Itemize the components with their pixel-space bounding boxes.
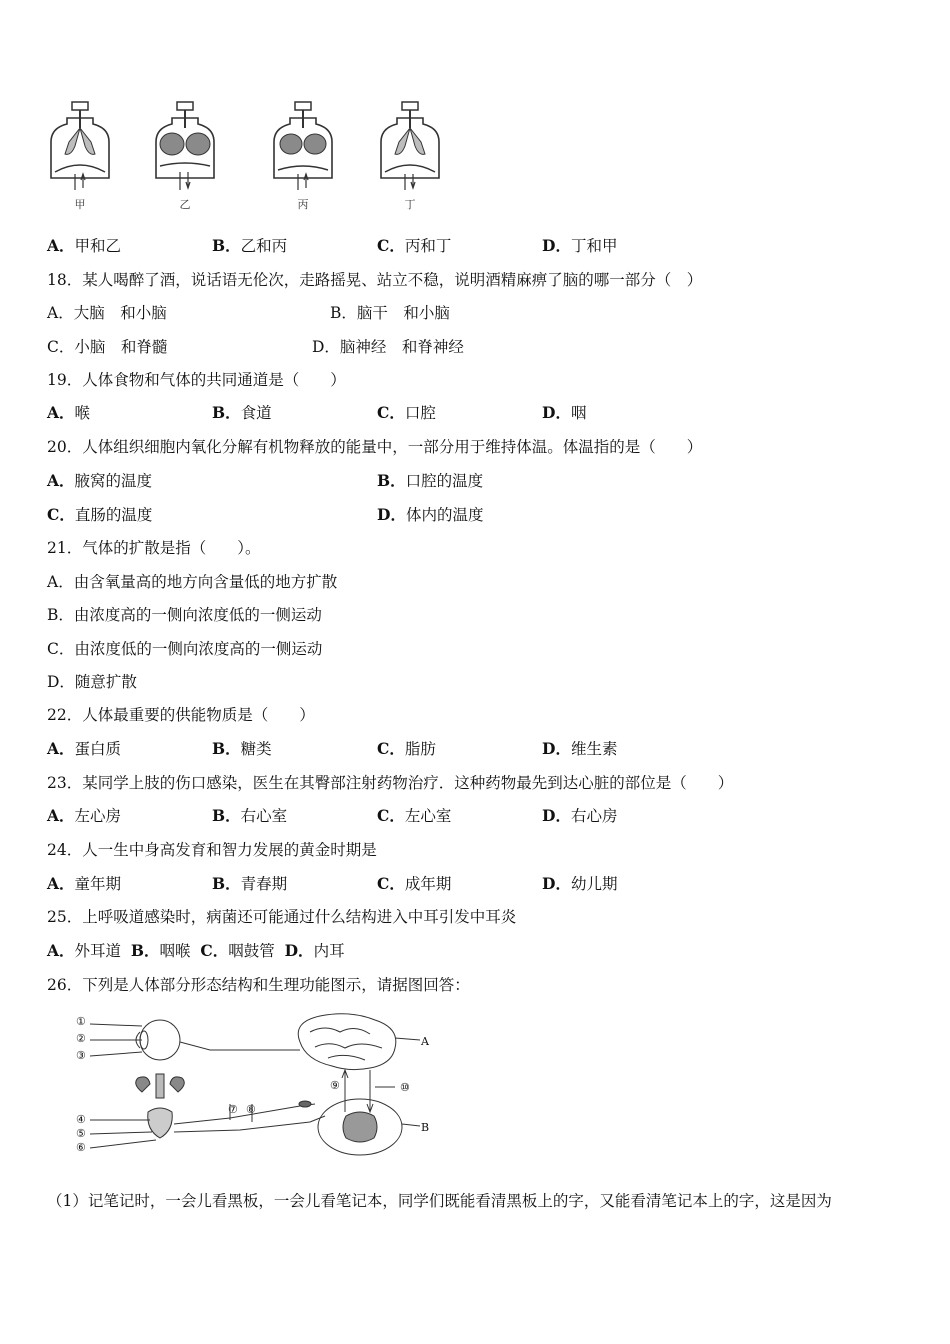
option-text: 喉 bbox=[74, 404, 91, 422]
diagram-label-5: ⑤ bbox=[76, 1127, 86, 1140]
option-text: 蛋白质 bbox=[74, 740, 122, 758]
option-key: B． bbox=[377, 471, 406, 490]
option-text: 丁和甲 bbox=[570, 237, 618, 255]
q18-option-c: C．小脑 和脊髓 bbox=[47, 338, 168, 356]
option-key: C． bbox=[377, 403, 405, 422]
option-key: C． bbox=[377, 236, 405, 255]
bell-jar-ding bbox=[375, 100, 445, 200]
q25-options-row bbox=[47, 941, 345, 961]
bell-label-bing: 丙 bbox=[297, 198, 309, 211]
q20-stem: 20．人体组织细胞内氧化分解有机物释放的能量中，一部分用于维持体温。体温指的是（ ） bbox=[47, 438, 703, 456]
option-key: C． bbox=[47, 505, 75, 524]
q21-option-c: C．由浓度低的一侧向浓度高的一侧运动 bbox=[47, 640, 323, 658]
q24-option-c bbox=[377, 874, 451, 894]
diagram-label-a: A bbox=[421, 1035, 429, 1048]
q23-stem: 23．某同学上肢的伤口感染，医生在其臀部注射药物治疗．这种药物最先到达心脏的部位是（ ） bbox=[47, 774, 734, 792]
option-key: D． bbox=[542, 874, 571, 893]
q22-stem: 22．人体最重要的供能物质是（ ） bbox=[47, 706, 315, 724]
option-key: A． bbox=[47, 471, 75, 490]
option-key: D． bbox=[542, 806, 571, 825]
diagram-label-8: ⑧ bbox=[246, 1103, 256, 1116]
option-key: A． bbox=[47, 403, 75, 422]
option-key: C． bbox=[377, 874, 405, 893]
option-key: C． bbox=[377, 806, 405, 825]
option-text: 乙和丙 bbox=[240, 237, 288, 255]
q20-option-d bbox=[377, 505, 483, 525]
q23-option-b bbox=[212, 806, 287, 826]
diagram-label-1: ① bbox=[76, 1015, 86, 1028]
q18-option-d: D．脑神经 和脊神经 bbox=[312, 338, 464, 356]
option-key: A． bbox=[47, 874, 75, 893]
q26-sub1: （1）记笔记时，一会儿看黑板，一会儿看笔记本，同学们既能看清黑板上的字，又能看清笔记本上的字，这是因为 bbox=[47, 1192, 832, 1210]
option-text: 左心房 bbox=[74, 807, 122, 825]
q21-option-a: A．由含氧量高的地方向含量低的地方扩散 bbox=[47, 573, 338, 591]
q19-option-b bbox=[212, 403, 272, 423]
option-text: 脂肪 bbox=[404, 740, 436, 758]
option-text: 体内的温度 bbox=[405, 506, 484, 524]
q26-stem: 26．下列是人体部分形态结构和生理功能图示，请据图回答： bbox=[47, 976, 470, 994]
option-key: C． bbox=[377, 739, 405, 758]
option-key: D． bbox=[542, 403, 571, 422]
q22-option-c bbox=[377, 739, 436, 759]
option-text: 糖类 bbox=[240, 740, 272, 758]
diagram-label-2: ② bbox=[76, 1032, 86, 1045]
option-text: 腋窝的温度 bbox=[74, 472, 153, 490]
diagram-label-7: ⑦ bbox=[228, 1103, 238, 1116]
option-key: B． bbox=[212, 874, 241, 893]
option-key: A． bbox=[47, 236, 75, 255]
option-text: 咽 bbox=[570, 404, 587, 422]
q17-option-c bbox=[377, 236, 451, 256]
bell-jar-yi bbox=[150, 100, 220, 200]
bell-jar-bing bbox=[268, 100, 338, 200]
option-text: 口腔 bbox=[404, 404, 436, 422]
q23-option-c bbox=[377, 806, 451, 826]
option-key: B． bbox=[212, 236, 241, 255]
option-key: A． bbox=[47, 941, 75, 960]
option-text: 外耳道 bbox=[74, 942, 122, 960]
option-text: 口腔的温度 bbox=[405, 472, 484, 490]
option-key: B． bbox=[130, 941, 160, 960]
option-text: 内耳 bbox=[313, 942, 345, 960]
diagram-label-b: B bbox=[421, 1121, 430, 1134]
q20-option-a bbox=[47, 471, 152, 491]
bell-label-yi: 乙 bbox=[179, 198, 191, 211]
q22-option-b bbox=[212, 739, 272, 759]
option-key: D． bbox=[542, 739, 571, 758]
q17-option-a bbox=[47, 236, 121, 256]
q17-option-d bbox=[542, 236, 617, 256]
option-text: 左心室 bbox=[404, 807, 452, 825]
nervous-system-diagram bbox=[70, 1012, 430, 1162]
option-key: A． bbox=[47, 739, 75, 758]
bell-label-ding: 丁 bbox=[404, 198, 416, 211]
q17-option-b bbox=[212, 236, 287, 256]
eyeball bbox=[140, 1020, 180, 1060]
brain bbox=[298, 1014, 396, 1070]
q21-option-b: B．由浓度高的一侧向浓度低的一侧运动 bbox=[47, 606, 322, 624]
option-text: 直肠的温度 bbox=[74, 506, 153, 524]
q21-option-d: D．随意扩散 bbox=[47, 673, 137, 691]
q24-option-a bbox=[47, 874, 121, 894]
q19-option-d bbox=[542, 403, 586, 423]
diagram-label-6: ⑥ bbox=[76, 1141, 86, 1154]
diagram-label-3: ③ bbox=[76, 1049, 86, 1062]
q22-option-d bbox=[542, 739, 617, 759]
bell-jar-jia bbox=[45, 100, 115, 200]
option-key: D． bbox=[377, 505, 406, 524]
q19-option-c bbox=[377, 403, 436, 423]
option-key: D． bbox=[284, 941, 314, 960]
option-text: 咽鼓管 bbox=[228, 942, 275, 960]
q24-option-b bbox=[212, 874, 287, 894]
option-text: 甲和乙 bbox=[74, 237, 122, 255]
option-text: 咽喉 bbox=[159, 942, 191, 960]
q19-option-a bbox=[47, 403, 90, 423]
option-text: 成年期 bbox=[404, 875, 452, 893]
q21-stem: 21．气体的扩散是指（ ）。 bbox=[47, 539, 261, 557]
diagram-label-9: ⑨ bbox=[330, 1079, 340, 1092]
q20-option-c bbox=[47, 505, 152, 525]
diagram-label-10: ⑩ bbox=[400, 1081, 410, 1094]
option-text: 右心房 bbox=[570, 807, 618, 825]
q18-stem: 18．某人喝醉了酒，说话语无伦次，走路摇晃、站立不稳，说明酒精麻痹了脑的哪一部分（ ） bbox=[47, 271, 703, 289]
q18-option-b: B．脑干 和小脑 bbox=[330, 304, 450, 322]
option-key: B． bbox=[212, 739, 241, 758]
q25-stem: 25．上呼吸道感染时，病菌还可能通过什么结构进入中耳引发中耳炎 bbox=[47, 908, 517, 926]
option-key: B． bbox=[212, 403, 241, 422]
option-text: 青春期 bbox=[240, 875, 288, 893]
option-text: 幼儿期 bbox=[570, 875, 618, 893]
q23-option-a bbox=[47, 806, 121, 826]
option-text: 食道 bbox=[240, 404, 272, 422]
option-key: A． bbox=[47, 806, 75, 825]
q20-option-b bbox=[377, 471, 483, 491]
q22-option-a bbox=[47, 739, 121, 759]
option-key: D． bbox=[542, 236, 571, 255]
q18-option-a: A．大脑 和小脑 bbox=[47, 304, 167, 322]
option-text: 右心室 bbox=[240, 807, 288, 825]
bell-label-jia: 甲 bbox=[74, 198, 86, 211]
q23-option-d bbox=[542, 806, 617, 826]
diagram-label-4: ④ bbox=[76, 1113, 86, 1126]
option-text: 维生素 bbox=[570, 740, 618, 758]
q19-stem: 19．人体食物和气体的共同通道是（ ） bbox=[47, 371, 346, 389]
q24-stem: 24．人一生中身高发育和智力发展的黄金时期是 bbox=[47, 841, 377, 859]
option-text: 丙和丁 bbox=[404, 237, 452, 255]
option-key: B． bbox=[212, 806, 241, 825]
q24-option-d bbox=[542, 874, 617, 894]
option-key: C． bbox=[200, 941, 229, 960]
option-text: 童年期 bbox=[74, 875, 122, 893]
